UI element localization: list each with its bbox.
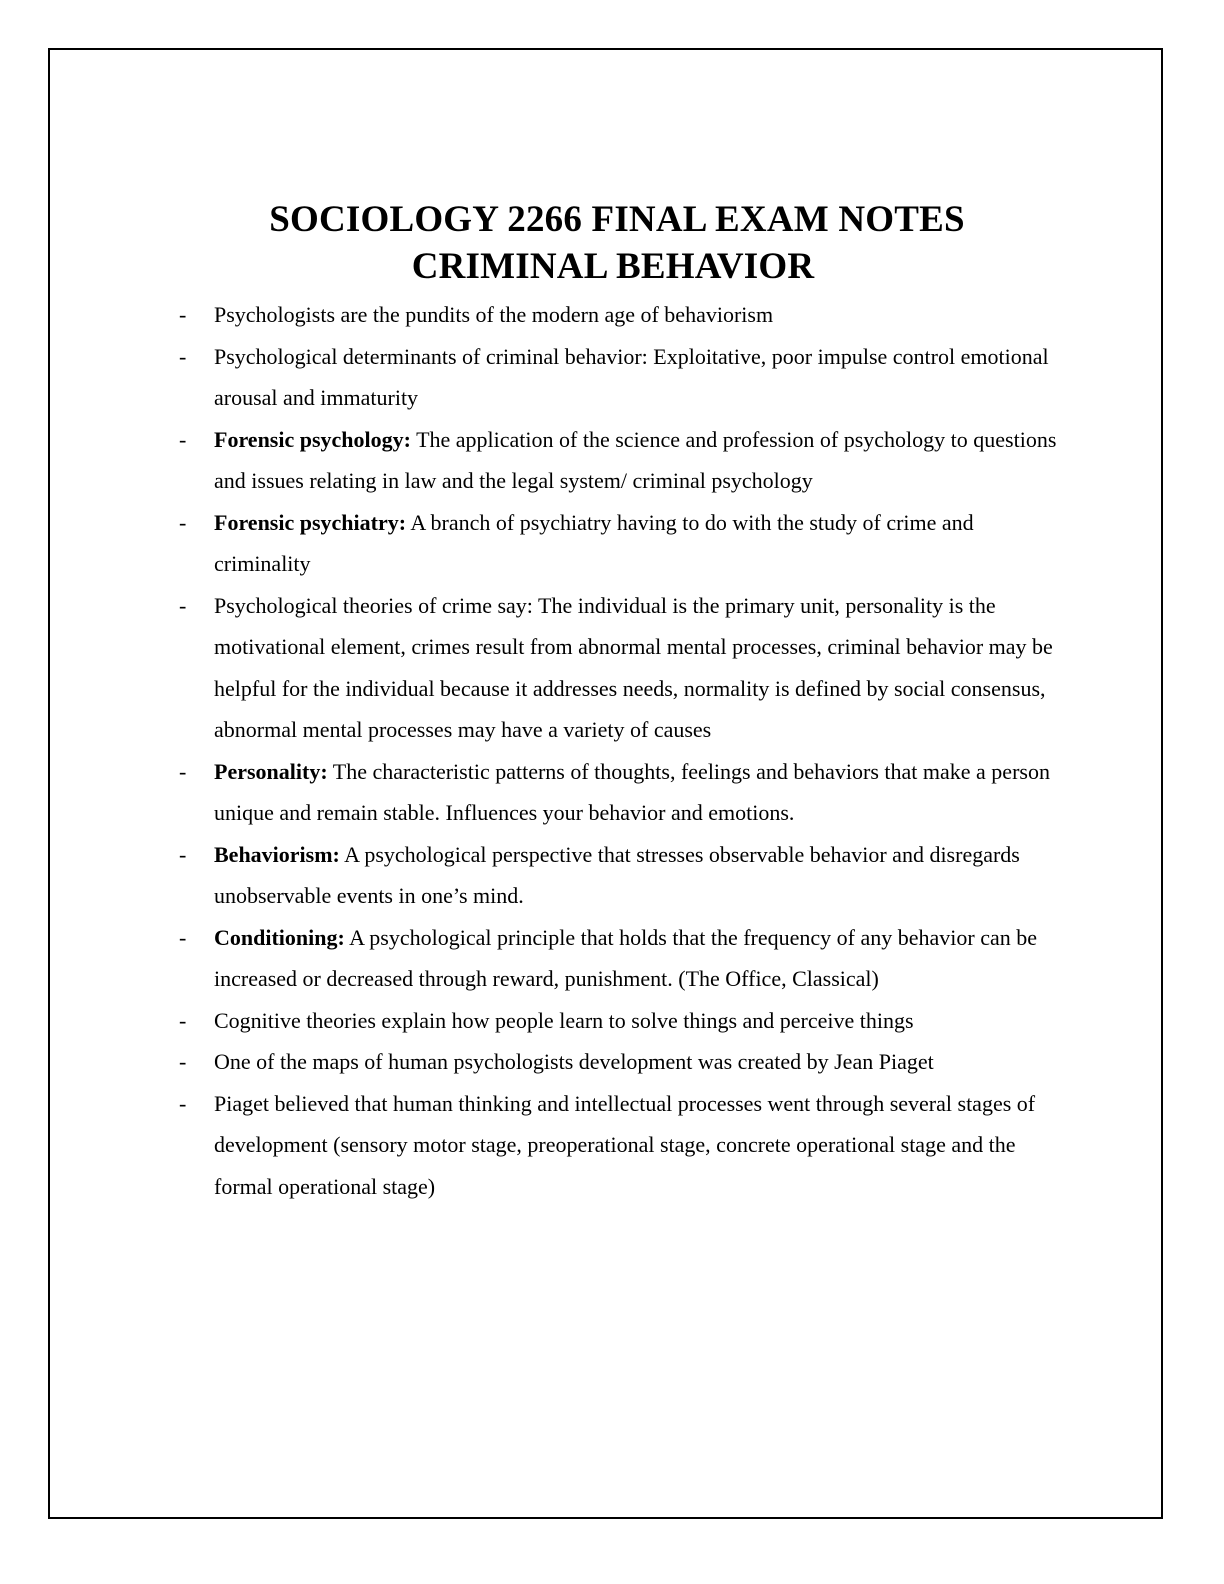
note-item [0,294,1074,336]
note-term: Behaviorism: [214,841,340,867]
note-text: One of the maps of human psychologists development was created by Jean Piaget [214,1049,934,1074]
note-item [0,1000,1074,1042]
note-item [0,834,1074,917]
title-line-1: SOCIOLOGY 2266 FINAL EXAM NOTES [269,199,965,240]
note-item [0,502,1074,585]
note-text: The characteristic patterns of thoughts, feelings and behaviors that make a person unique and remain stable. Influences your behavior and emotions. [214,758,1050,825]
bullet-dash: - [179,924,187,950]
bullet-dash: - [179,1090,187,1116]
bullet-dash: - [179,426,187,452]
bullet-dash: - [179,841,187,867]
note-item [0,336,1074,419]
note-term: Conditioning: [214,924,345,950]
note-text: A psychological principle that holds that the frequency of any behavior can be increased or decreased through reward, punishment. (The Office, Classical) [214,924,1038,991]
bullet-dash: - [179,302,187,327]
note-text: Psychological determinants of criminal behavior: Exploitative, poor impulse control emotional arousal and immaturity [214,343,1049,410]
bullet-dash: - [179,1007,187,1033]
note-item [0,917,1074,1000]
bullet-dash: - [179,1049,187,1074]
note-text: A psychological perspective that stresses observable behavior and disregards unobservable events in one’s mind. [214,841,1020,908]
note-term: Personality: [214,758,328,784]
document-title [0,196,1224,290]
bullet-dash: - [179,509,187,535]
title-line-2: CRIMINAL BEHAVIOR [411,246,815,287]
note-term: Forensic psychology: [214,426,411,452]
note-text: Psychologists are the pundits of the modern age of behaviorism [214,302,774,327]
note-term: Forensic psychiatry: [214,509,407,535]
note-text: Piaget believed that human thinking and intellectual processes went through several stages of development (sensory motor stage, preoperational stage, concrete operational stage and the formal operational stage) [214,1090,1036,1199]
note-item [0,585,1074,751]
note-item [0,751,1074,834]
bullet-dash: - [179,592,187,618]
note-text: A branch of psychiatry having to do with the study of crime and criminality [214,509,974,576]
note-item [0,1083,1074,1208]
bullet-dash: - [179,758,187,784]
notes-list [0,294,1224,1207]
note-item [0,1041,1074,1083]
note-text: Psychological theories of crime say: The individual is the primary unit, personality is the motivational element, crimes result from abnormal mental processes, criminal behavior may be helpful for the individual because it addresses needs, normality is defined by social consensus, abnormal mental processes may have a variety of causes [214,592,1053,742]
note-text: Cognitive theories explain how people learn to solve things and perceive things [214,1007,914,1033]
note-text: The application of the science and profession of psychology to questions and issues relating in law and the legal system/ criminal psychology [214,426,1057,493]
bullet-dash: - [179,343,187,369]
note-item [0,419,1074,502]
